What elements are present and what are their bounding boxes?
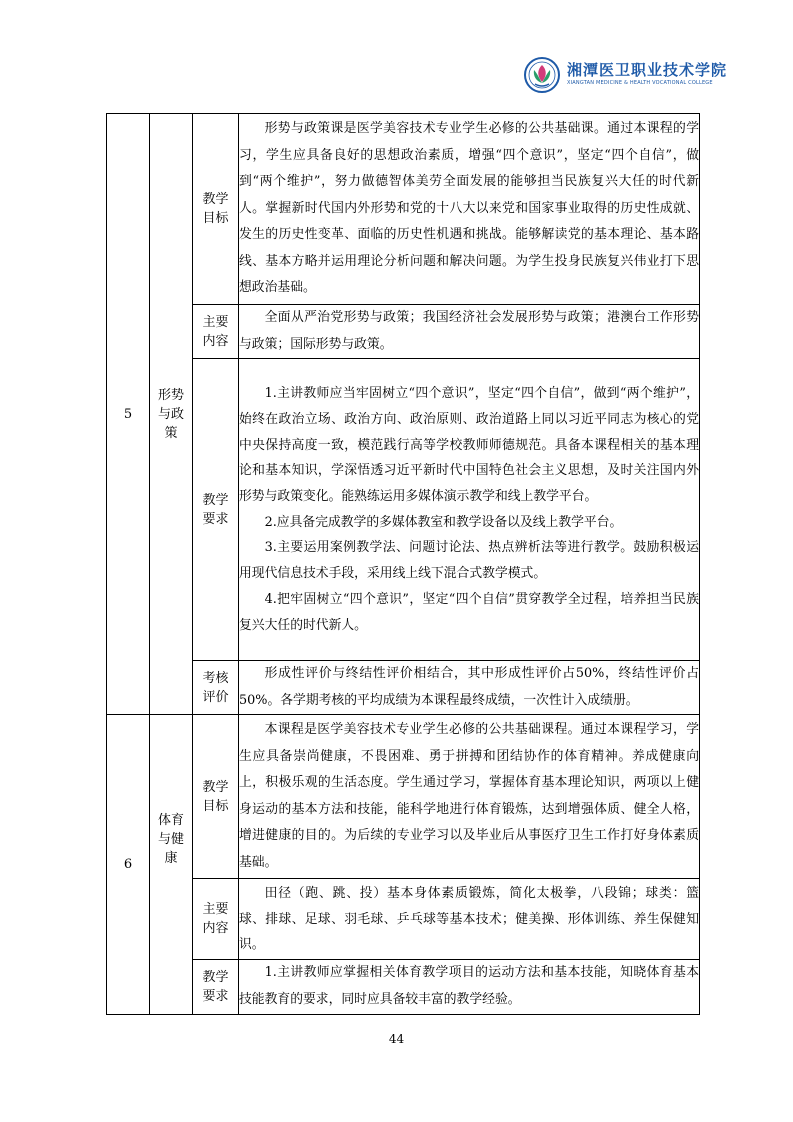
row-label: 主要内容	[193, 879, 239, 960]
row-label: 教学要求	[193, 960, 239, 1014]
college-name: 湘潭医卫职业技术学院	[567, 61, 728, 79]
row-label: 教学目标	[193, 715, 239, 879]
college-name-english: XIANGTAN MEDICINE & HEALTH VOCATIONAL COLLEGE	[567, 80, 713, 86]
row-content	[239, 114, 700, 305]
course-name: 体育与健康	[150, 715, 193, 1014]
content-paragraph: 形成性评价与终结性评价相结合，其中形成性评价占50%，终结性评价占50%。各学期考核的平均成绩为本课程最终成绩，一次性计入成绩册。	[239, 666, 699, 708]
content-paragraph: 田径（跑、跳、投）基本身体素质锻炼，简化太极拳，八段锦；球类：篮球、排球、足球、羽毛球、乒乓球等基本技术；健美操、形体训练、养生保健知识。	[239, 886, 699, 953]
curriculum-table	[106, 113, 700, 1015]
row-content	[239, 305, 700, 359]
table-row	[107, 879, 700, 960]
college-emblem-icon	[523, 56, 561, 94]
row-content	[239, 715, 700, 879]
content-paragraph: 3.主要运用案例教学法、问题讨论法、热点辨析法等进行教学。鼓励积极运用现代信息技术手段，采用线上线下混合式教学模式。	[239, 540, 699, 582]
row-content	[239, 960, 700, 1014]
content-paragraph: 4.把牢固树立“四个意识”，坚定“四个自信”贯穿教学全过程，培养担当民族复兴大任的时代新人。	[239, 591, 699, 633]
page-number: 44	[388, 1032, 405, 1046]
content-paragraph: 本课程是医学美容技术专业学生必修的公共基础课程。通过本课程学习，学生应具备崇尚健康，不畏困难、勇于拼搏和团结协作的体育精神。养成健康向上，积极乐观的生活态度。学生通过学习，掌握体育基本理论知识，两项以上健身运动的基本方法和技能，能科学地进行体育锻炼，达到增强体质、健全人格，增进健康的目的。为后续的专业学习以及毕业后从事医疗卫生工作打好身体素质基础。	[239, 722, 699, 871]
table-row	[107, 359, 700, 661]
content-paragraph: 2.应具备完成教学的多媒体教室和教学设备以及线上教学平台。	[264, 514, 623, 530]
row-label: 教学目标	[193, 114, 239, 305]
content-paragraph: 形势与政策课是医学美容技术专业学生必修的公共基础课。通过本课程的学习，学生应具备良好的思想政治素质，增强“四个意识”，坚定“四个自信”，做到“两个维护”，努力做德智体美劳全面发展的能够担当民族复兴大任的时代新人。掌握新时代国内外形势和党的十八大以来党和国家事业取得的历史性成就、发生的历史性变革、面临的历史性机遇和挑战。能够解读党的基本理论、基本路线、基本方略并运用理论分析问题和解决问题。为学生投身民族复兴伟业打下思想政治基础。	[239, 120, 699, 296]
row-content	[239, 359, 700, 661]
row-label: 教学要求	[193, 359, 239, 661]
row-label: 主要内容	[193, 305, 239, 359]
college-logo	[523, 56, 728, 96]
course-number: 6	[107, 715, 150, 1014]
row-content	[239, 879, 700, 960]
course-name: 形势与政策	[150, 114, 193, 715]
content-paragraph: 1.主讲教师应掌握相关体育教学项目的运动方法和基本技能，知晓体育基本技能教育的要求，同时应具备较丰富的教学经验。	[239, 965, 699, 1007]
row-label: 考核评价	[193, 661, 239, 715]
course-number: 5	[107, 114, 150, 715]
table-row	[107, 661, 700, 715]
table-row	[107, 715, 700, 879]
table-row	[107, 960, 700, 1014]
table-row	[107, 114, 700, 305]
row-content	[239, 661, 700, 715]
content-paragraph: 全面从严治党形势与政策；我国经济社会发展形势与政策；港澳台工作形势与政策；国际形势与政策。	[239, 310, 699, 352]
table-row	[107, 305, 700, 359]
content-paragraph: 1.主讲教师应当牢固树立“四个意识”，坚定“四个自信”，做到“两个维护”，始终在政治立场、政治方向、政治原则、政治道路上同以习近平同志为核心的党中央保持高度一致，模范践行高等学校教师师德规范。具备本课程相关的基本理论和基本知识，学深悟透习近平新时代中国特色社会主义思想，及时关注国内外形势与政策变化。能熟练运用多媒体演示教学和线上教学平台。	[239, 386, 699, 504]
